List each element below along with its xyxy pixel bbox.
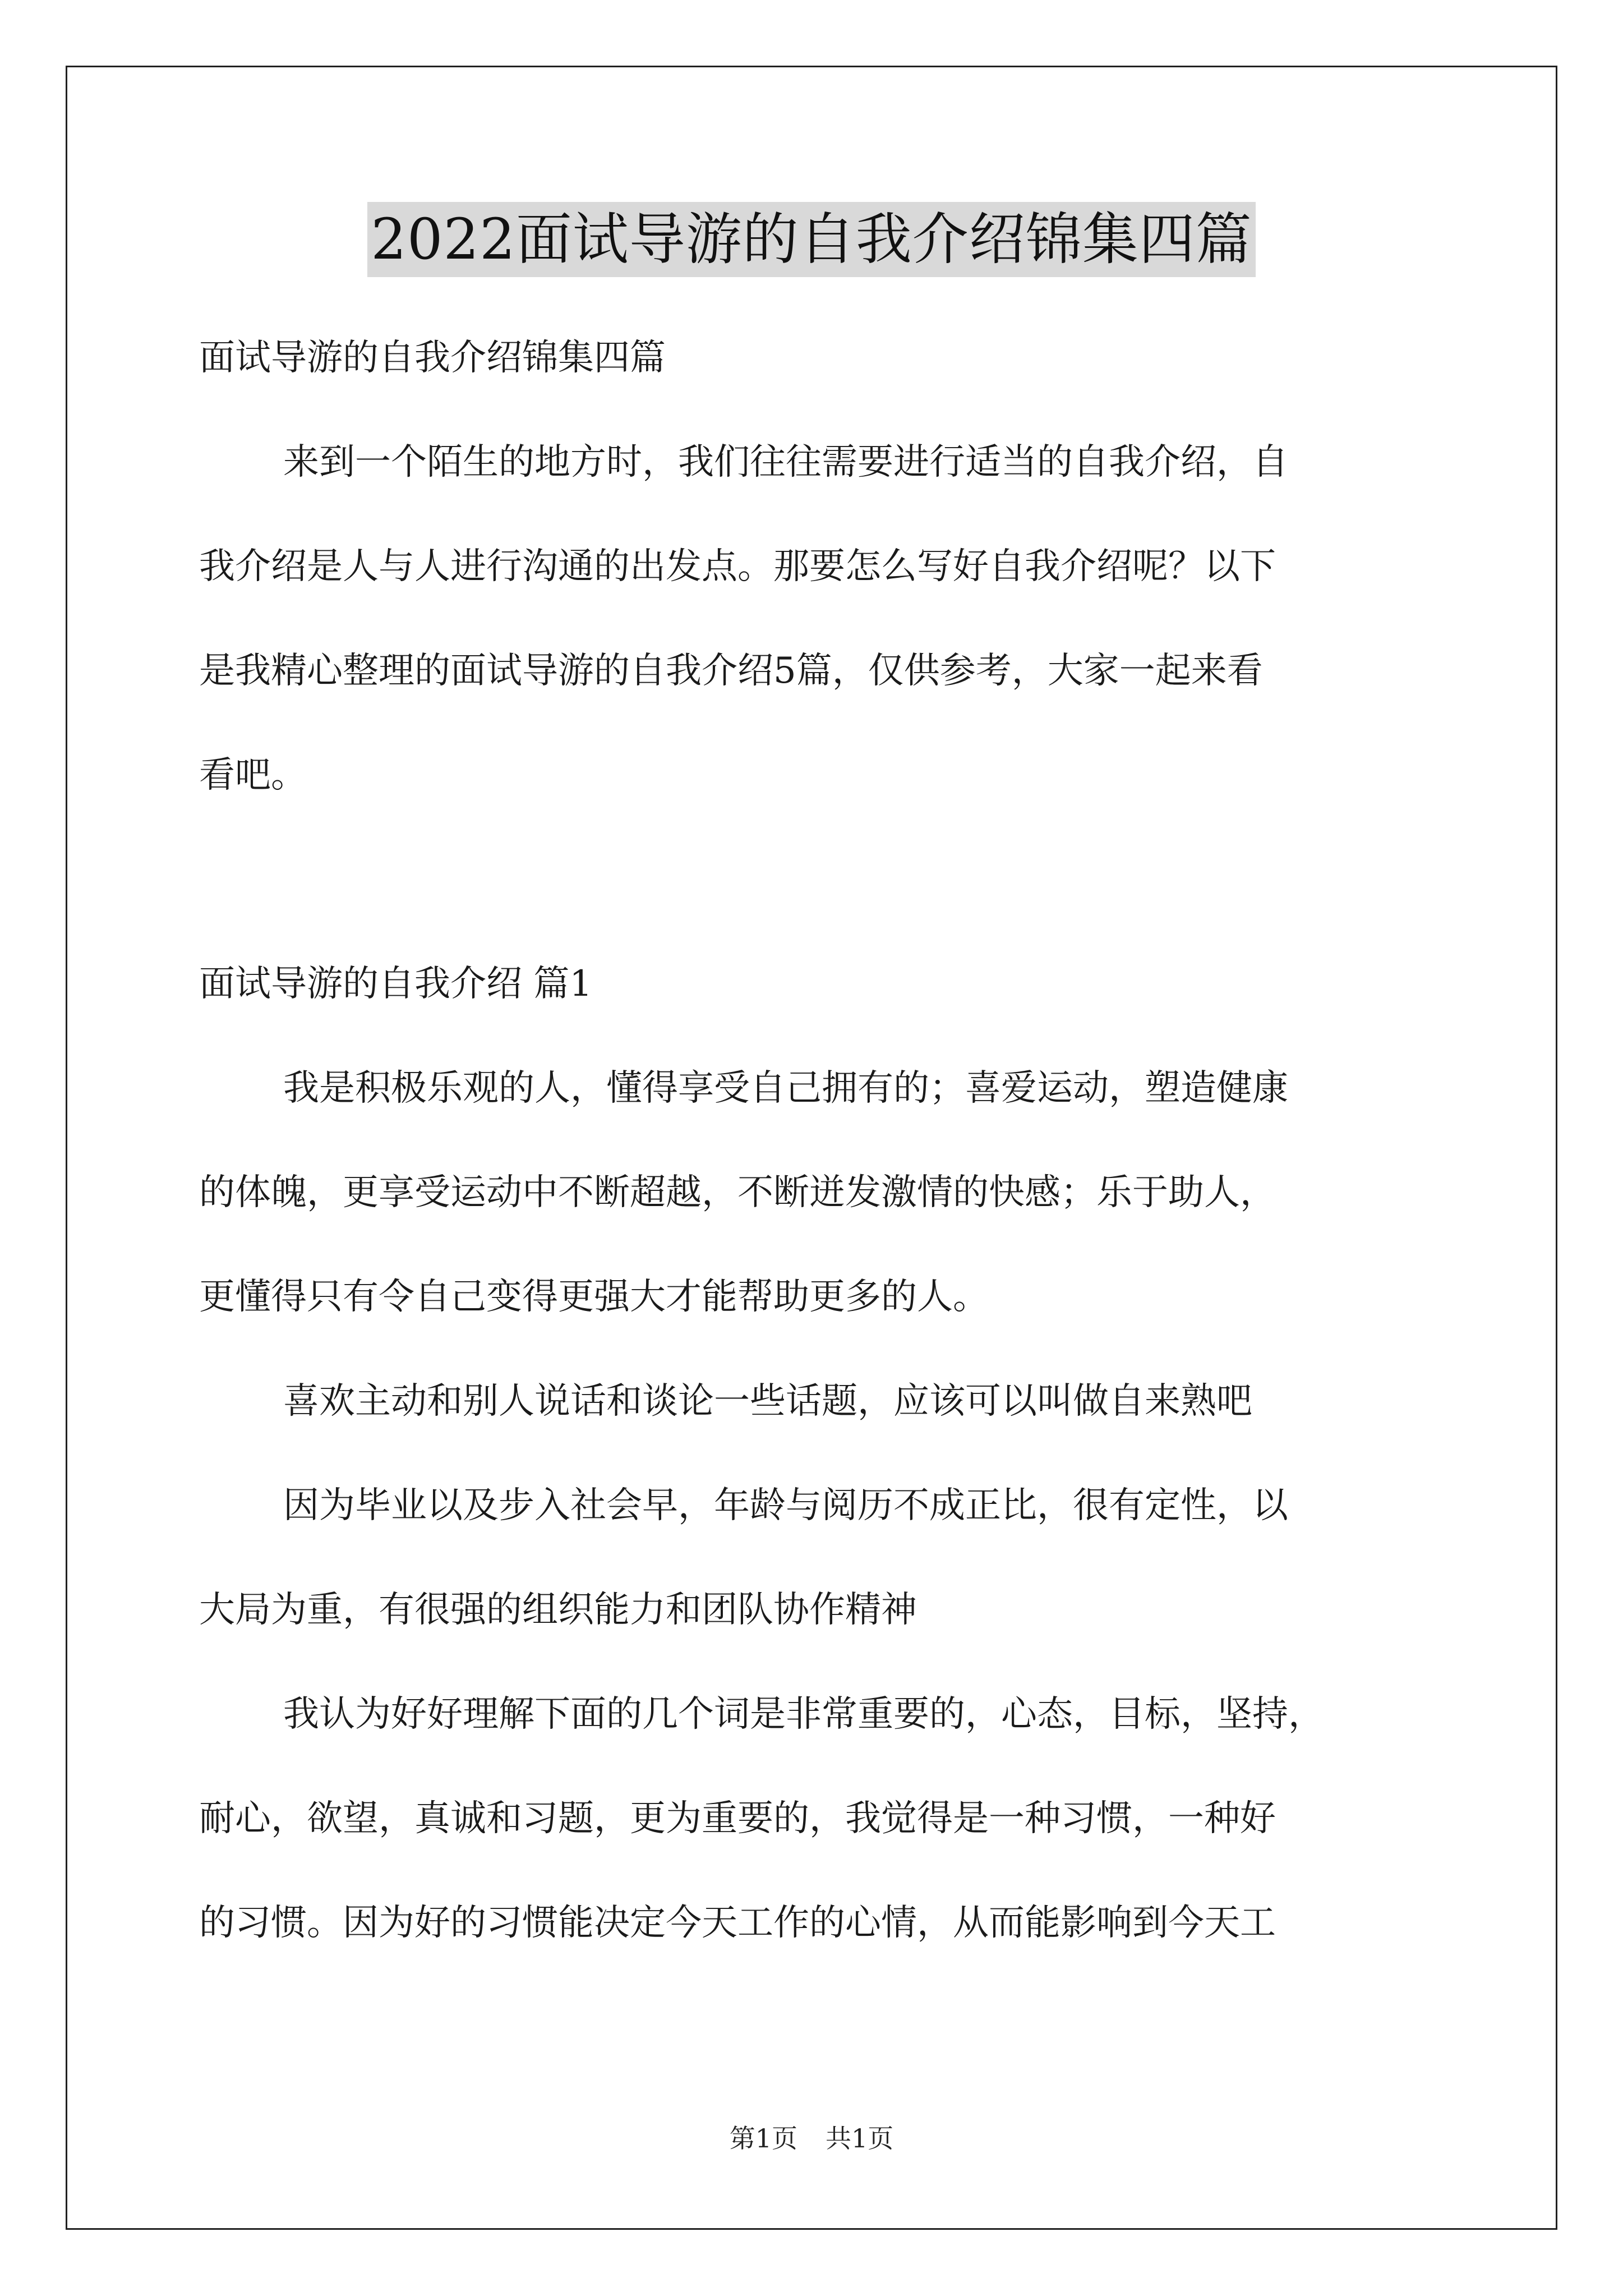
document-body [199, 306, 1433, 1975]
page-total: 共1页 [826, 2123, 894, 2154]
paragraph-line: 的习惯。因为好的习惯能决定今天工作的心情，从而能影响到今天工 [199, 1902, 1276, 1944]
page-footer [0, 2122, 1623, 2155]
paragraph-line: 我认为好好理解下面的几个词是非常重要的，心态，目标，坚持， [283, 1694, 1324, 1735]
subtitle-line: 面试导游的自我介绍锦集四篇 [199, 337, 666, 379]
paragraph-line: 我介绍是人与人进行沟通的出发点。那要怎么写好自我介绍呢？以下 [199, 546, 1276, 587]
paragraph-line: 因为毕业以及步入社会早，年龄与阅历不成正比，很有定性，以 [283, 1485, 1288, 1526]
document-title: 2022面试导游的自我介绍锦集四篇 [367, 202, 1256, 277]
title-container [0, 202, 1623, 277]
paragraph-line: 耐心，欲望，真诚和习题，更为重要的，我觉得是一种习惯，一种好 [199, 1798, 1276, 1839]
paragraph-line: 大局为重，有很强的组织能力和团队协作精神 [199, 1589, 917, 1631]
page-number: 第1页 [729, 2123, 797, 2154]
paragraph-line: 我是积极乐观的人，懂得享受自己拥有的；喜爱运动，塑造健康 [283, 1068, 1288, 1109]
section-heading: 面试导游的自我介绍 篇1 [199, 963, 593, 1005]
paragraph-line: 是我精心整理的面试导游的自我介绍5篇，仅供参考，大家一起来看 [199, 650, 1263, 692]
paragraph-line: 看吧。 [199, 754, 307, 796]
paragraph-line: 的体魄，更享受运动中不断超越，不断迸发激情的快感；乐于助人， [199, 1172, 1276, 1213]
paragraph-line: 更懂得只有令自己变得更强大才能帮助更多的人。 [199, 1276, 989, 1318]
paragraph-line: 来到一个陌生的地方时，我们往往需要进行适当的自我介绍，自 [283, 441, 1288, 483]
paragraph-line: 喜欢主动和别人说话和谈论一些话题，应该可以叫做自来熟吧 [283, 1381, 1252, 1422]
